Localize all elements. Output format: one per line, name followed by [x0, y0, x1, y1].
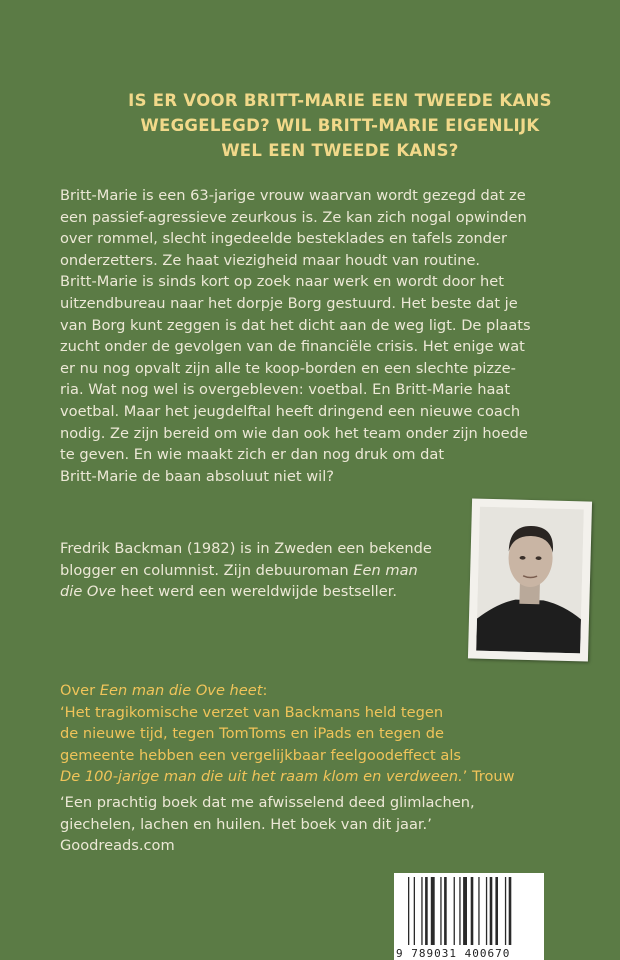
blurb-line: Britt-Marie de baan absoluut niet wil?: [60, 467, 334, 485]
isbn-number: 9 789031 400670: [396, 947, 511, 960]
quote-line: gemeente hebben een vergelijkbaar feelgoodeffect als: [60, 746, 462, 764]
headline-line: WEGGELEGD? WIL BRITT-MARIE EIGENLIJK: [140, 116, 540, 135]
author-photo: [468, 498, 592, 661]
blurb-line: ria. Wat nog wel is overgebleven: voetbal. En Britt-Marie haat: [60, 381, 511, 399]
blurb-line: onderzetters. Ze haat viezigheid maar houdt van routine.: [60, 251, 481, 269]
quote-line: ‘Een prachtig boek dat me afwisselend deed glimlachen,: [60, 793, 475, 811]
bio-text: heet werd een wereldwijde bestseller.: [116, 583, 398, 601]
bio-text: blogger en columnist. Zijn debuuroman: [60, 561, 354, 579]
quote-line: ‘Het tragikomische verzet van Backmans held tegen: [60, 703, 444, 721]
blurb-line: zucht onder de gevolgen van de financiële crisis. Het enige wat: [60, 338, 525, 356]
headline: [0, 88, 620, 163]
blurb-line: uitzendbureau naar het dorpje Borg gestuurd. Het beste dat je: [60, 294, 518, 312]
blurb-line: er nu nog opvalt zijn alle te koop-borden en een slechte pizze-: [60, 359, 516, 377]
blurb-line: nodig. Ze zijn bereid om wie dan ook het team onder zijn hoede: [60, 424, 528, 442]
over-label: Over: [60, 682, 100, 699]
review-quotes: [60, 680, 515, 857]
quote-2: [60, 792, 515, 857]
headline-line: WEL EEN TWEEDE KANS?: [221, 141, 459, 160]
blurb-line: Britt-Marie is sinds kort op zoek naar werk en wordt door het: [60, 273, 504, 291]
barcode: [394, 873, 544, 960]
book-title: die Ove: [60, 583, 117, 601]
author-bio: [60, 538, 432, 603]
blurb: [60, 185, 600, 487]
blurb-line: van Borg kunt zeggen is dat het dicht aan de weg ligt. De plaats: [60, 316, 531, 334]
quote-line: [60, 766, 515, 788]
author-portrait-image: [476, 507, 584, 654]
blurb-line: een passief-agressieve zeurkous is. Ze kan zich nogal opwinden: [60, 208, 527, 226]
book-title: De 100-jarige man die uit het raam klom en verdween.: [60, 768, 463, 786]
blurb-line: Britt-Marie is een 63-jarige vrouw waarvan wordt gezegd dat ze: [60, 187, 526, 204]
barcode-bars: [408, 877, 530, 945]
bio-line: Fredrik Backman (1982) is in Zweden een bekende: [60, 540, 432, 557]
blurb-line: voetbal. Maar het jeugdelftal heeft dringend een nieuwe coach: [60, 402, 521, 420]
quote-line: de nieuwe tijd, tegen TomToms en iPads en tegen de: [60, 725, 445, 743]
colon: :: [262, 682, 268, 699]
quote-source: ’ Trouw: [462, 768, 515, 786]
book-title: Een man: [353, 561, 418, 579]
blurb-line: over rommel, slecht ingedeelde besteklades en tafels zonder: [60, 230, 508, 248]
quotes-heading: [60, 680, 515, 702]
bio-line: [60, 581, 432, 603]
headline-line: IS ER VOOR BRITT-MARIE EEN TWEEDE KANS: [128, 91, 552, 110]
quote-line: giechelen, lachen en huilen. Het boek van dit jaar.’: [60, 815, 432, 833]
bio-line: [60, 560, 432, 582]
blurb-line: te geven. En wie maakt zich er dan nog druk om dat: [60, 446, 445, 464]
book-title: Een man die Ove heet: [99, 682, 263, 699]
quote-source: Goodreads.com: [60, 837, 175, 855]
